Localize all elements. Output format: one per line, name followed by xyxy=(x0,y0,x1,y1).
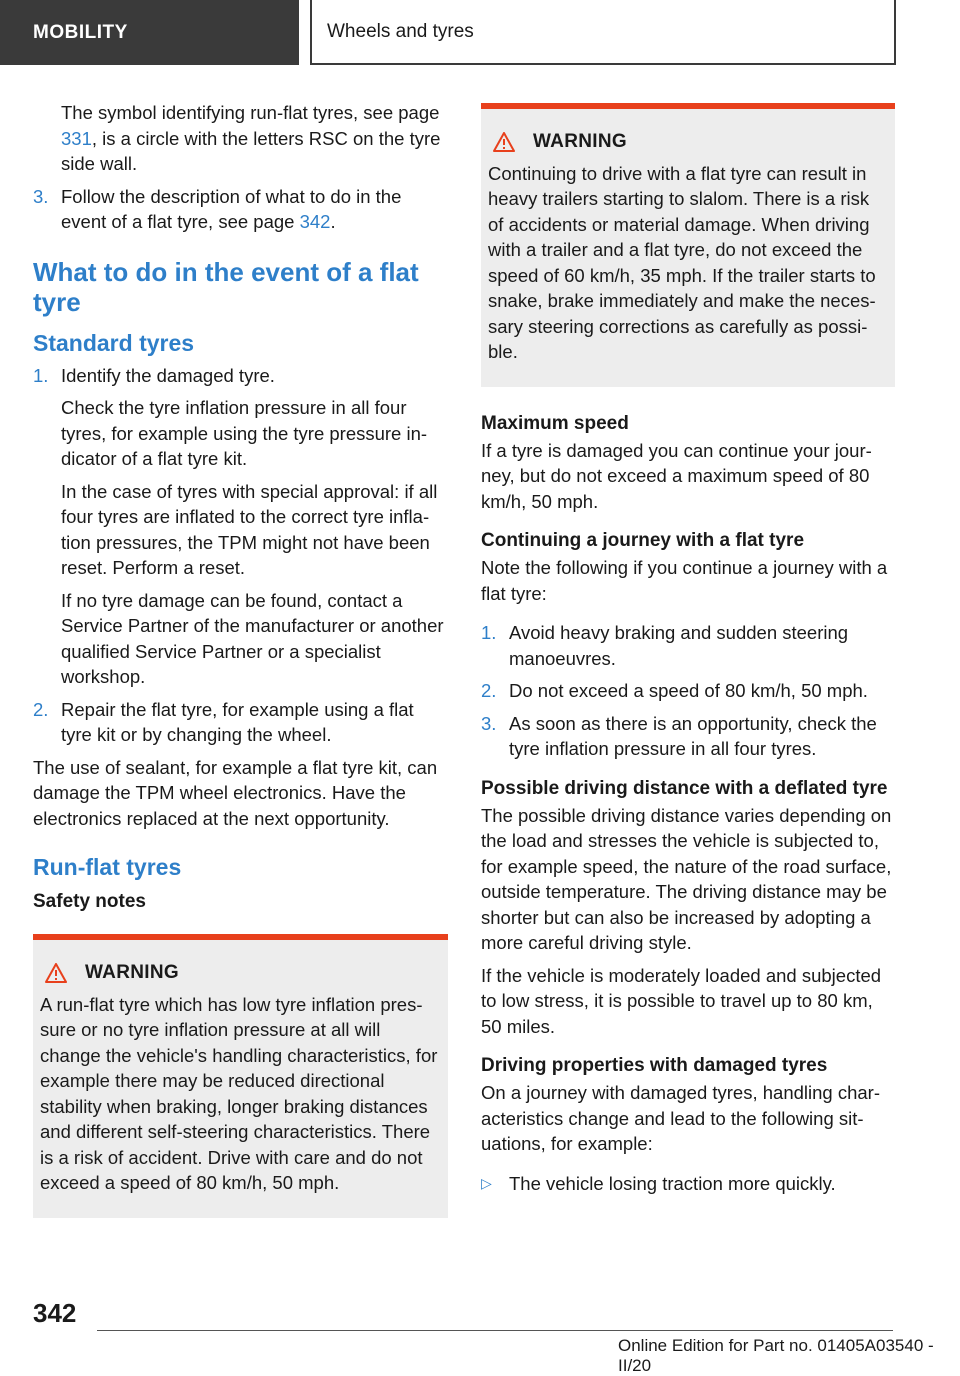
list-item xyxy=(481,620,895,671)
page-number: 342 xyxy=(33,1298,77,1328)
list-number: 1. xyxy=(33,364,49,386)
right-column xyxy=(481,103,895,1203)
step-text: If no tyre damage can be found, contact a Service Partner of the manufacturer or another qualified Service Partner or a specialist workshop. xyxy=(61,589,444,687)
warning-title: WARNING xyxy=(85,962,179,983)
section-tab xyxy=(0,0,299,65)
chapter-header xyxy=(310,0,896,65)
step-text: Check the tyre inflation pressure in all four tyres, for example using the tyre pressure indicator of a flat tyre kit. xyxy=(61,397,428,469)
edition-note: Online Edition for Part no. 01405A03540 - II/20 xyxy=(618,1336,934,1375)
page-link-331[interactable]: 331 xyxy=(61,127,92,149)
list-number: 3. xyxy=(33,185,49,207)
step-text: Identify the damaged tyre. xyxy=(61,364,275,386)
step-text: Do not exceed a speed of 80 km/h, 50 mph. xyxy=(509,680,868,701)
max-speed-text: If a tyre is damaged you can continue your journey, but do not exceed a maximum speed of 80 km/h, 50 mph. xyxy=(481,439,872,512)
step-text: Repair the flat tyre, for example using a flat tyre kit or by changing the wheel. xyxy=(61,698,414,745)
heading-flat-tyre: What to do in the event of a flat tyre xyxy=(33,256,419,317)
properties-text: On a journey with damaged tyres, handling characteristics change and lead to the following situations, for example: xyxy=(481,1082,881,1154)
bullet-arrow-icon: ▷ xyxy=(481,1174,492,1191)
sealant-note: The use of sealant, for example a flat tyre kit, can damage the TPM wheel electronics. Have the electronics replaced at the next opportunity. xyxy=(33,756,438,829)
heading-standard-tyres: Standard tyres xyxy=(33,329,195,356)
warning-title: WARNING xyxy=(533,131,627,152)
chapter-title: Wheels and tyres xyxy=(327,20,474,42)
runflat-symbol-note: The symbol identifying run-flat tyres, see page 331, is a circle with the letters RSC on the tyre side wall. xyxy=(61,102,441,174)
heading-maximum-speed: Maximum speed xyxy=(481,412,629,434)
heading-driving-properties: Driving properties with damaged tyres xyxy=(481,1055,828,1076)
heading-runflat-tyres: Run-flat tyres xyxy=(33,854,182,880)
section-title: MOBILITY xyxy=(33,21,128,43)
list-item xyxy=(33,363,448,690)
left-column xyxy=(33,100,448,1218)
heading-driving-distance: Possible driving distance with a deflated tyre xyxy=(481,777,888,799)
list-item xyxy=(481,711,895,762)
list-number: 3. xyxy=(481,712,497,734)
warning-triangle-icon xyxy=(45,963,67,983)
warning-text: A run-flat tyre which has low tyre inflation pressure or no tyre inflation pressure at all will change the vehicle's handling characteristics, for example there may be reduced directional stability when braking, longer braking distances and different self-steering characteristics. There is a risk of accident. Drive with care and do not exceed a speed of 80 km/h, 50 mph. xyxy=(40,993,438,1193)
warning-box xyxy=(481,103,895,387)
list-item xyxy=(481,678,895,704)
continue-text: Note the following if you continue a journey with a flat tyre: xyxy=(481,557,888,604)
footer-divider xyxy=(97,1330,893,1331)
list-item xyxy=(33,697,448,748)
step-text: Avoid heavy braking and sudden steering manoeuvres. xyxy=(509,622,849,669)
list-item xyxy=(481,1171,895,1197)
distance-text: The possible driving distance varies depending on the load and stresses the vehicle is subjected to, for example speed, the nature of the road surface, outside temperature. The driving distance may be shorter but can also be increased by adopting a more careful driving style. xyxy=(481,804,892,953)
heading-safety-notes: Safety notes xyxy=(33,891,146,912)
warning-triangle-icon xyxy=(493,132,515,152)
warning-box xyxy=(33,934,448,1218)
list-number: 1. xyxy=(481,622,497,643)
step-text: In the case of tyres with special approval: if all four tyres are inflated to the correct tyre inflation pressures, the TPM might not have been reset. Perform a reset. xyxy=(61,480,438,578)
list-number: 2. xyxy=(481,680,497,701)
step-text: As soon as there is an opportunity, check the tyre inflation pressure in all four tyres. xyxy=(509,712,877,759)
page-link-342[interactable]: 342 xyxy=(299,211,331,232)
distance-text: If the vehicle is moderately loaded and subjected to low stress, it is possible to travel up to 80 km, 50 miles. xyxy=(481,964,882,1037)
warning-text: Continuing to drive with a flat tyre can result in heavy trailers starting to slalom. There is a risk of accidents or material damage. When driving with a trailer and a flat tyre, do not exceed the speed of 60 km/h, 35 mph. If the trailer starts to snake, brake immediately and make the necessary steering corrections as carefully as possible. xyxy=(488,162,876,362)
heading-continuing-journey: Continuing a journey with a flat tyre xyxy=(481,530,805,551)
bullet-text: The vehicle losing traction more quickly. xyxy=(509,1172,836,1194)
list-item: 3. Follow the description of what to do in the event of a flat tyre, see page 342. xyxy=(33,184,448,235)
list-number: 2. xyxy=(33,698,49,720)
